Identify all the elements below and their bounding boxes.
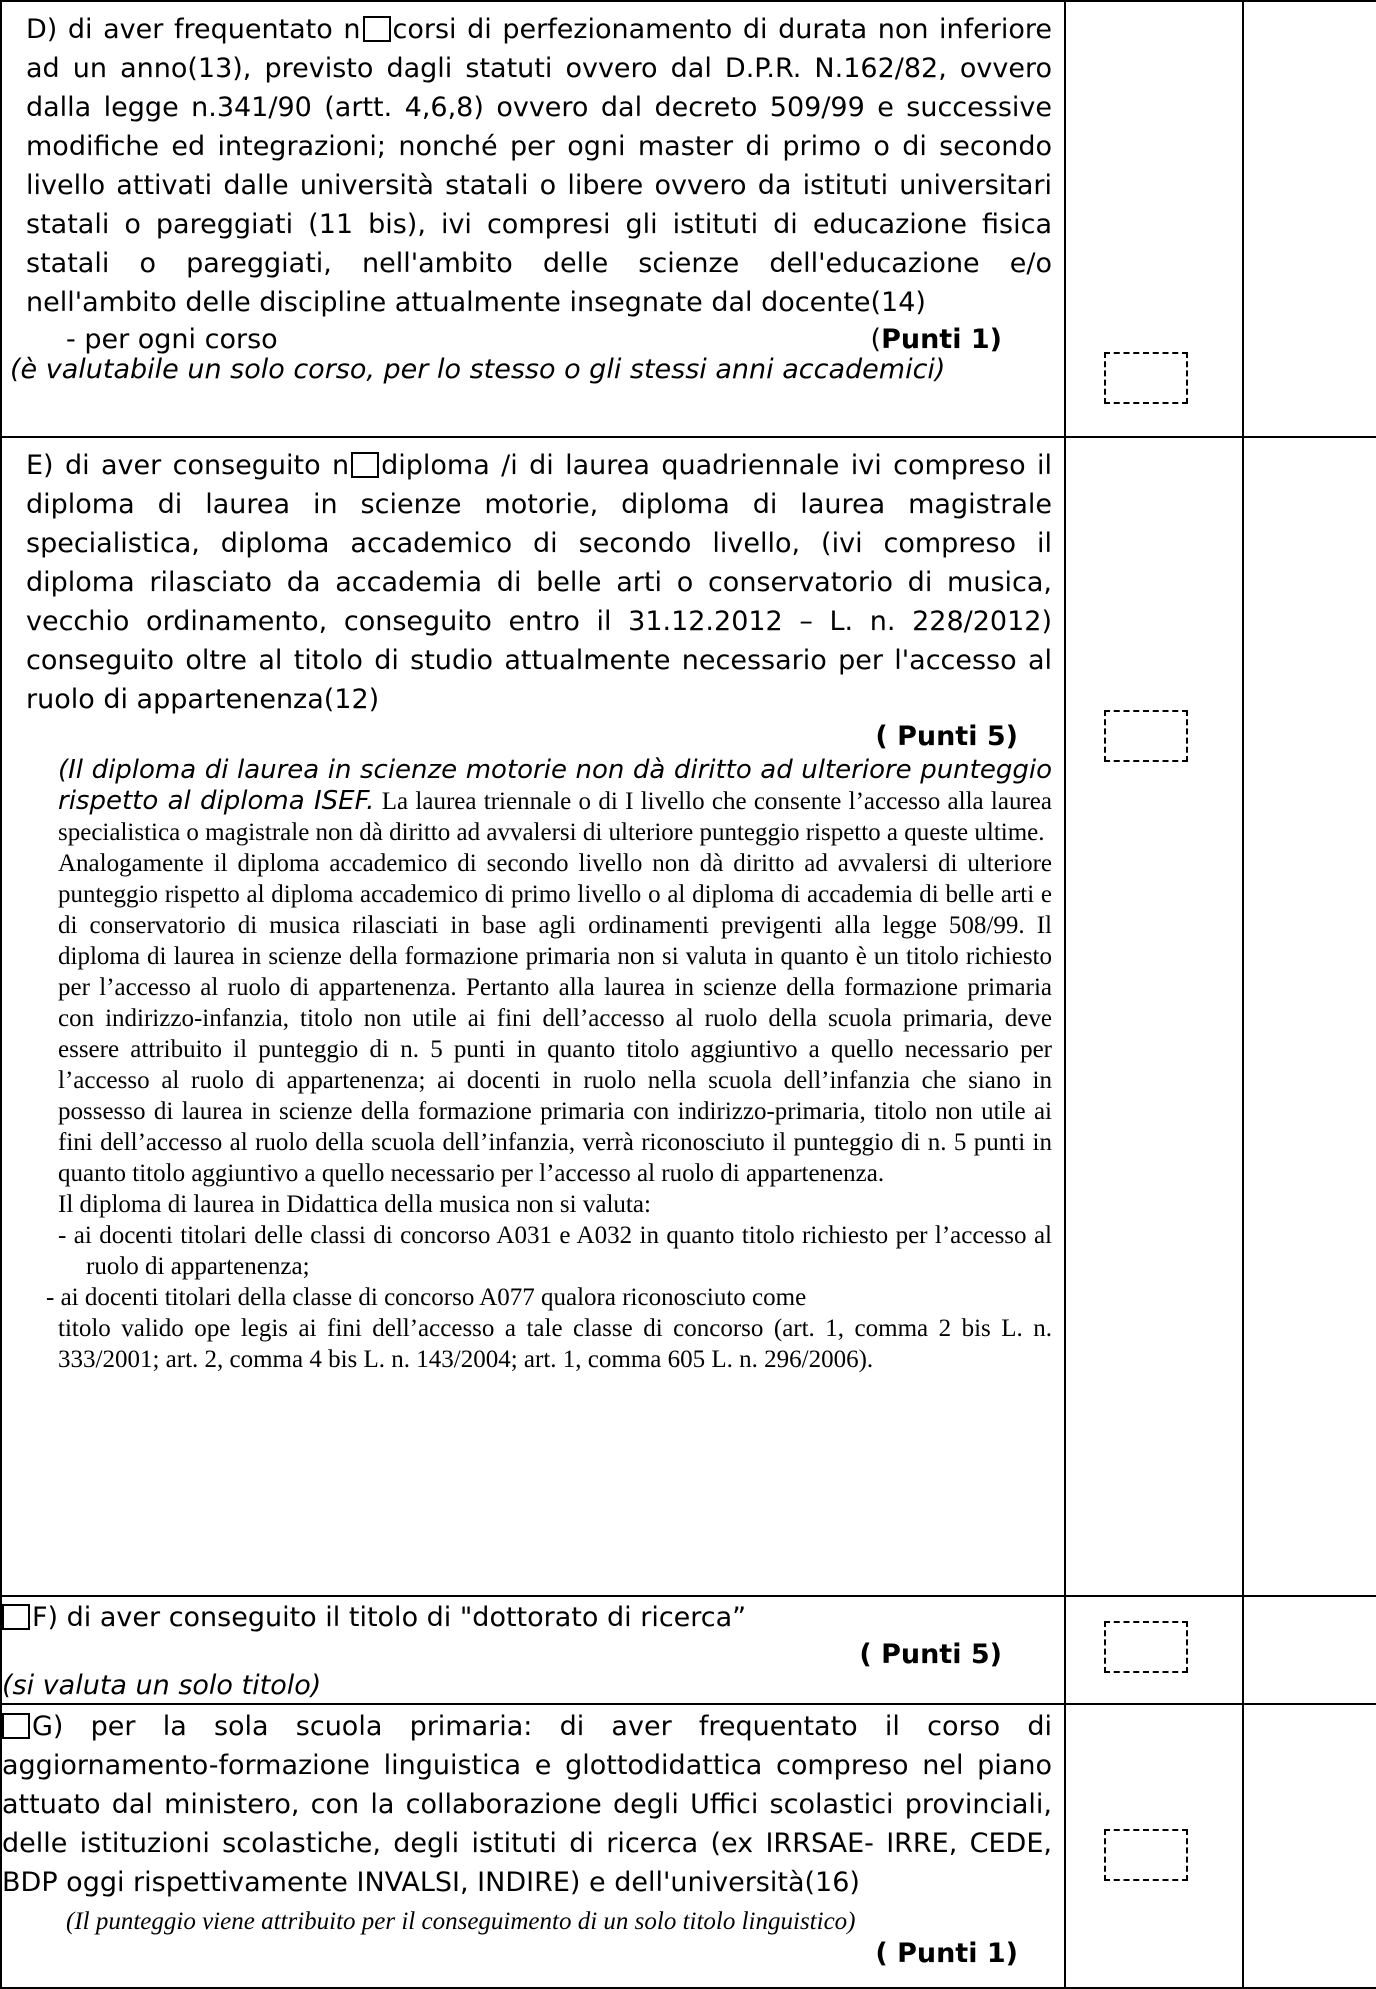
- row-e-bullet1: - ai docenti titolari delle classi di concorso A031 e A032 in quanto titolo richiesto per l’accesso al ruolo di appartenenza;: [58, 1222, 1052, 1280]
- row-g: [1, 1704, 1376, 1988]
- row-e-description: [1, 437, 1065, 1596]
- row-e-count-checkbox[interactable]: [351, 452, 379, 478]
- row-d-punti-open: (: [870, 324, 882, 355]
- row-g-note: (Il punteggio viene attribuito per il conseguimento di un solo titolo linguistico): [66, 1908, 856, 1935]
- row-f-punti: ( Punti 5): [859, 1639, 1002, 1670]
- row-g-score-cell: [1065, 1704, 1243, 1988]
- row-f: [1, 1596, 1376, 1704]
- row-d-score-cell: [1065, 1, 1243, 437]
- row-d-punti: Punti 1): [881, 324, 1002, 355]
- row-e-note-rest: La laurea triennale o di I livello che consente l’accesso alla laurea specialistica o magistrale non dà diritto ad avvalersi di ulteriore punteggio rispetto a queste ultime.: [58, 788, 1052, 846]
- row-d: [1, 1, 1376, 437]
- row-e-office-cell: [1243, 437, 1376, 1596]
- row-f-checkbox[interactable]: [2, 1604, 30, 1630]
- row-g-text: G) per la sola scuola primaria: di aver frequentato il corso di aggiornamento-formazione linguistica e glottodidattica compreso nel piano attuato dal ministero, con la collaborazione degli Uffici scolastici provinciali, delle istituzioni scolastiche, degli istituti di ricerca (ex IRRSAE- IRRE, CEDE, BDP oggi rispettivamente INVALSI, INDIRE) e dell'università(16): [2, 1711, 1052, 1898]
- row-e-bullet2b: titolo valido ope legis ai fini dell’accesso a tale classe di concorso (art. 1, comma 2 bis L. n. 333/2001; art. 2, comma 4 bis L. n. 143/2004; art. 1, comma 605 L. n. 296/2006).: [58, 1315, 1052, 1373]
- row-g-office-cell: [1243, 1704, 1376, 1988]
- row-f-score-box[interactable]: [1104, 1621, 1188, 1673]
- row-e-para2: Analogamente il diploma accademico di secondo livello non dà diritto ad avvalersi di ulteriore punteggio rispetto al diploma accademico di primo livello o al diploma di accademia di belle arti e di conservatorio di musica rilasciati in base agli ordinamenti previgenti alla legge 508/99. Il diploma di laurea in scienze della formazione primaria non si valuta in quanto è un titolo richiesto per l’accesso al ruolo di appartenenza. Pertanto alla laurea in scienze della formazione primaria con indirizzo-infanzia, titolo non utile ai fini dell’accesso al ruolo della scuola primaria, deve essere attribuito il punteggio di n. 5 punti in quanto titolo aggiuntivo a quello necessario per l’accesso al ruolo di appartenenza; ai docenti in ruolo nella scuola dell’infanzia che siano in possesso di laurea in scienze della formazione primaria con indirizzo-primaria, titolo non utile ai fini dell’accesso al ruolo della scuola dell’infanzia, verrà riconosciuto il punteggio di n. 5 punti in quanto titolo aggiuntivo a quello necessario per l’accesso al ruolo di appartenenza.: [58, 850, 1052, 1187]
- row-g-checkbox[interactable]: [2, 1713, 30, 1739]
- row-g-score-box[interactable]: [1104, 1829, 1188, 1881]
- row-e-bullet2a: - ai docenti titolari della classe di concorso A077 qualora riconosciuto come: [46, 1284, 807, 1311]
- row-f-office-cell: [1243, 1596, 1376, 1704]
- row-e-notes: [10, 755, 1052, 1375]
- row-e-note-italic: (Il diploma di laurea in scienze motorie non dà diritto ad ulteriore punteggio rispetto al diploma ISEF.: [58, 755, 1052, 816]
- row-f-score-cell: [1065, 1596, 1243, 1704]
- row-d-score-box[interactable]: [1104, 352, 1188, 404]
- row-e-score-box[interactable]: [1104, 710, 1188, 762]
- row-d-pre: D) di aver frequentato n: [26, 14, 361, 45]
- row-d-note: (è valutabile un solo corso, per lo stesso o gli stessi anni accademici): [10, 354, 946, 385]
- row-g-punti: ( Punti 1): [875, 1938, 1018, 1969]
- row-d-office-cell: [1243, 1, 1376, 437]
- row-f-description: [1, 1596, 1065, 1704]
- row-d-corso-label: - per ogni corso: [66, 324, 278, 355]
- row-d-text: corsi di perfezionamento di durata non inferiore ad un anno(13), previsto dagli statuti ovvero dal D.P.R. N.162/82, ovvero dalla legge n.341/90 (artt. 4,6,8) ovvero dal decreto 509/99 e successive modifiche ed integrazioni; nonché per ogni master di primo o di secondo livello attivati dalle università statali o libere ovvero da istituti universitari statali o pareggiati (11 bis), ivi compresi gli istituti di educazione fisica statali o pareggiati, nell'ambito delle scienze dell'educazione e/o nell'ambito delle discipline attualmente insegnate dal docente(14): [26, 14, 1053, 318]
- row-g-description: [1, 1704, 1065, 1988]
- row-e-score-cell: [1065, 437, 1243, 1596]
- row-e-pre: E) di aver conseguito n: [26, 450, 350, 481]
- row-d-count-checkbox[interactable]: [363, 16, 391, 42]
- row-e-text: diploma /i di laurea quadriennale ivi compreso il diploma di laurea in scienze motorie, diploma di laurea magistrale specialistica, diploma accademico di secondo livello, (ivi compreso il diploma rilasciato da accademia di belle arti o conservatorio di musica, vecchio ordinamento, conseguito entro il 31.12.2012 – L. n. 228/2012) conseguito oltre al titolo di studio attualmente necessario per l'accesso al ruolo di appartenenza(12): [26, 450, 1052, 715]
- row-e: [1, 437, 1376, 1596]
- row-f-note: (si valuta un solo titolo): [2, 1670, 322, 1701]
- row-e-para3: Il diploma di laurea in Didattica della musica non si valuta:: [58, 1191, 651, 1218]
- row-d-description: [1, 1, 1065, 437]
- row-e-punti: ( Punti 5): [875, 721, 1018, 752]
- row-f-text: F) di aver conseguito il titolo di "dottorato di ricerca”: [32, 1602, 747, 1633]
